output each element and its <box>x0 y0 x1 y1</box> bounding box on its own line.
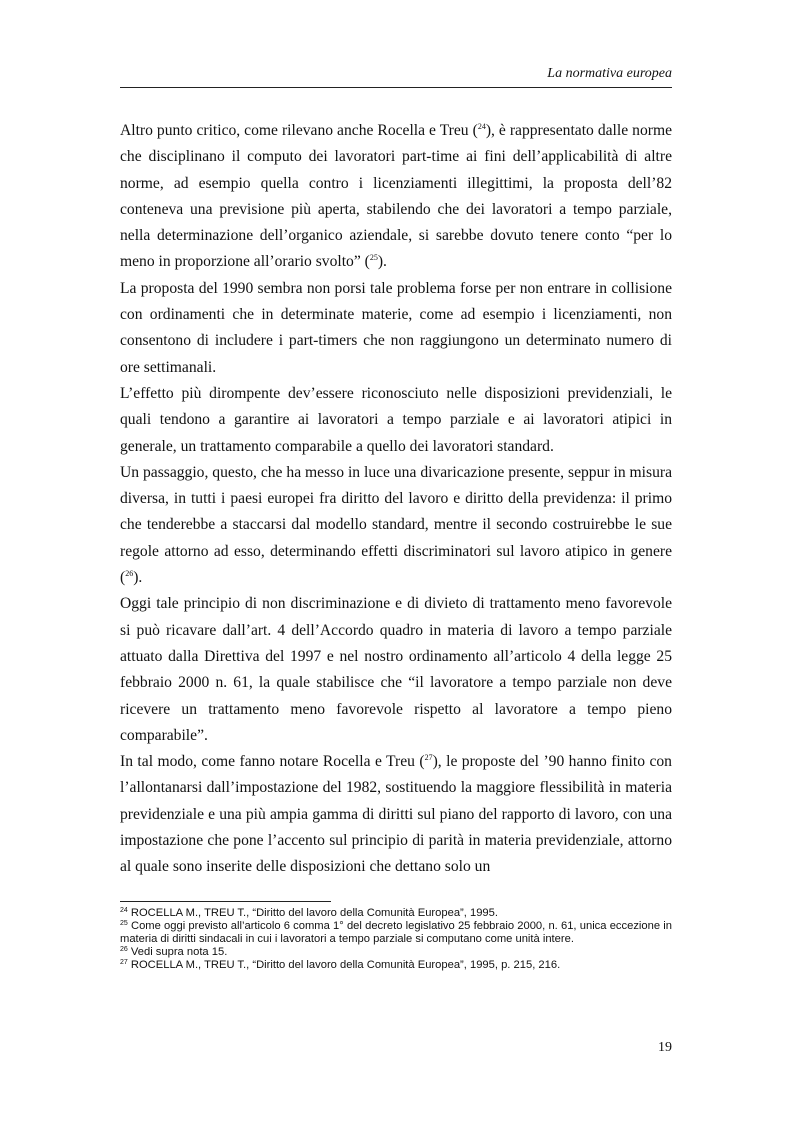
paragraph-1: Altro punto critico, come rilevano anche Rocella e Treu ($^{24}$), è rappresentato dalle norme che disciplinano il computo dei lavoratori part-time ai fini dell’applicabilità di altre norme, ad esempio quella contro i licenziamenti illegittimi, la proposta dell’82 conteneva una previsione più aperta, stabilendo che dei lavoratori a tempo parziale, nella determinazione dell’organico aziendale, si sarebbe dovuto tenere conto “per lo meno in proporzione all’orario svolto” ($^{25}$). <box>120 122 672 271</box>
footnote-ref-24[interactable]: 24 <box>477 122 486 131</box>
footnote-number: 27 <box>120 959 128 966</box>
page-number: 19 <box>658 1040 672 1055</box>
footnote-number: 26 <box>120 946 128 953</box>
footnote-ref-27[interactable]: 27 <box>424 753 433 763</box>
footnote-27 <box>120 959 672 972</box>
footnote-number: 25 <box>120 920 128 927</box>
footnote-24 <box>120 907 672 920</box>
footnote-text: ROCELLA M., TREU T., “Diritto del lavoro della Comunità Europea”, 1995, p. 215, 216. <box>127 959 561 971</box>
footnote-separator <box>120 901 331 902</box>
footnote-number: 24 <box>120 907 128 914</box>
header-rule <box>120 87 672 88</box>
running-header: La normativa europea <box>547 66 672 81</box>
footnote-25 <box>120 920 672 946</box>
footnote-text: Come oggi previsto all’articolo 6 comma 1° del decreto legislativo 25 febbraio 2000, n. 61, unica eccezione in materia di diritti sindacali in cui i lavoratori a tempo parziale si computano come unità intere. <box>120 920 672 945</box>
footnote-ref-25[interactable]: 25 <box>369 253 378 263</box>
footnote-26 <box>120 946 672 959</box>
paragraph-6: In tal modo, come fanno notare Rocella e Treu ($^{27}$), le proposte del ’90 hanno finito con l’allontanarsi dall’impostazione del 1982, sostituendo la maggiore flessibilità in materia previdenziale e una più ampia gamma di diritti sul piano del rapporto di lavoro, con una impostazione che pone l’accento sul principio di parità in materia previdenziale, attorno al quale sono inserite delle disposizioni che dettano solo un <box>120 753 672 876</box>
paragraph-2: La proposta del 1990 sembra non porsi tale problema forse per non entrare in collisione con ordinamenti che in determinate materie, come ad esempio i licenziamenti, non consentono di includere i part-timers che non raggiungono un determinato numero di ore settimanali. <box>120 279 672 376</box>
paragraph-4: Un passaggio, questo, che ha messo in luce una divaricazione presente, seppur in misura diversa, in tutti i paesi europei fra diritto del lavoro e diritto della previdenza: il primo che tenderebbe a staccarsi dal modello standard, mentre il secondo costruirebbe le sue regole attorno ad esso, determinando effetti discriminatori sul lavoro atipico in genere ($^{26}$). <box>120 463 672 587</box>
footnote-text: Vedi supra nota 15. <box>127 946 228 958</box>
footnotes <box>120 907 672 972</box>
paragraph-3: L’effetto più dirompente dev’essere riconosciuto nelle disposizioni previdenziali, le quali tendono a garantire ai lavoratori a tempo parziale e ai lavoratori atipici in generale, un trattamento comparabile a quello dei lavoratori standard. <box>120 384 672 455</box>
paragraph-5: Oggi tale principio di non discriminazione e di divieto di trattamento meno favorevole si può ricavare dall’art. 4 dell’Accordo quadro in materia di lavoro a tempo parziale attuato dalla Direttiva del 1997 e nel nostro ordinamento all’articolo 4 della legge 25 febbraio 2000 n. 61, la quale stabilisce che “il lavoratore a tempo parziale non deve ricevere un trattamento meno favorevole rispetto al lavoratore a tempo pieno comparabile”. <box>120 595 672 744</box>
body-text <box>120 118 672 881</box>
footnote-text: ROCELLA M., TREU T., “Diritto del lavoro della Comunità Europea”, 1995. <box>127 907 498 919</box>
footnote-ref-26[interactable]: 26 <box>125 569 134 579</box>
